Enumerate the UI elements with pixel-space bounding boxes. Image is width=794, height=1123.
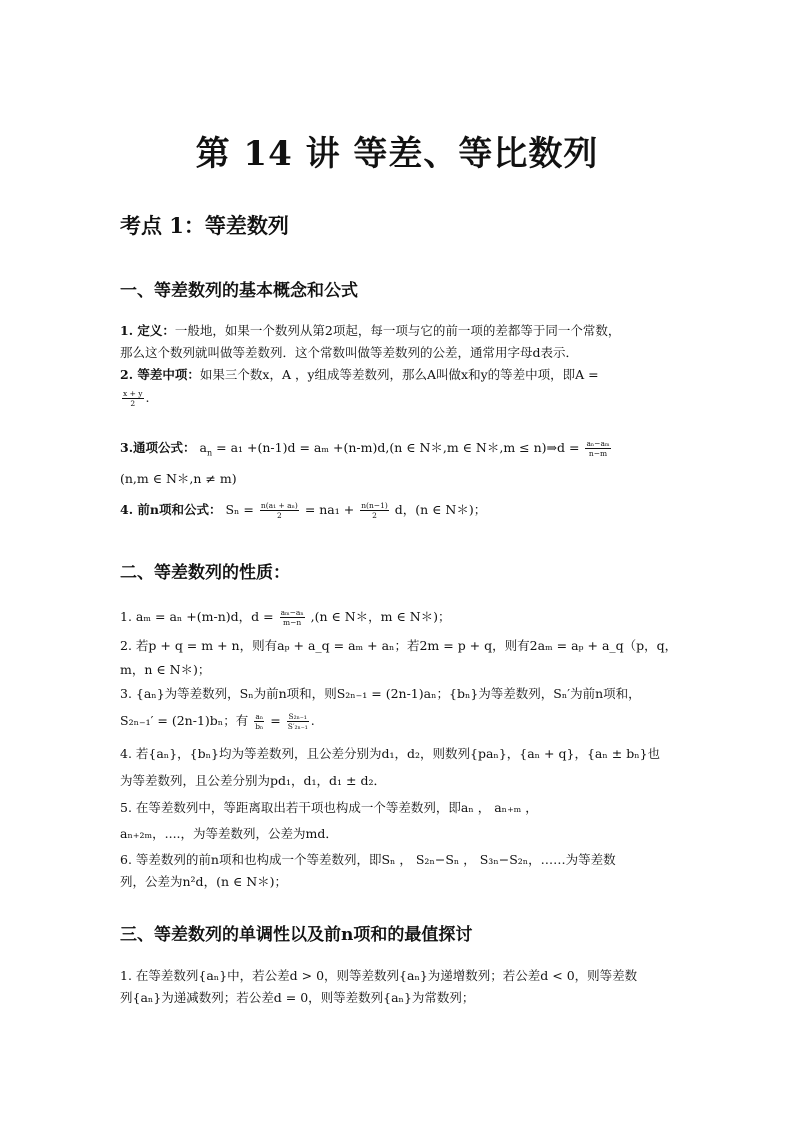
property-2-line-2: m，n ∈ N＊)； bbox=[120, 662, 211, 677]
fraction-numerator: x + y bbox=[123, 389, 143, 398]
property-4-line-1: 4. 若{aₙ}，{bₙ}均为等差数列，且公差分别为d₁，d₂，则数列{paₙ}，{aₙ + q}，{aₙ ± bₙ}也 bbox=[120, 746, 661, 761]
definition-line-2: 那么这个数列就叫做等差数列．这个常数叫做等差数列的公差，通常用字母d表示． bbox=[120, 345, 579, 360]
property-3-equals: = bbox=[270, 713, 281, 728]
fraction-denominator: 2 bbox=[276, 511, 282, 520]
property-1-b: ,(n ∈ N＊，m ∈ N＊)； bbox=[310, 609, 451, 624]
sum-formula-lhs: Sₙ = bbox=[225, 502, 254, 517]
property-2-line-1: 2. 若p + q = m + n，则有aₚ + a_q = aₘ + aₙ；若2m = p + q，则有2aₘ = aₚ + a_q（p，q， bbox=[120, 638, 678, 653]
property-3-fraction-2 bbox=[287, 712, 309, 731]
sum-formula-mid: = na₁ + bbox=[304, 502, 355, 517]
general-formula-line: 3.通项公式： $a_n = a_1 +(n-1)d = a_m +(n-m)d,(n$ ∈ N＊,m ∈ N＊,m ≤ n)⇒d = $\frac{\text{aₙ−aₘ}}{n-m}$ bbox=[120, 439, 610, 458]
sum-formula-line bbox=[120, 501, 486, 520]
property-4-line-2: 为等差数列，且公差分别为pd₁，d₁，d₁ ± d₂． bbox=[120, 773, 386, 788]
page-title: 第 14 讲 等差、等比数列 bbox=[195, 134, 599, 174]
fraction-numerator: S₂ₙ₋₁ bbox=[288, 712, 307, 721]
property-3-line-1: 3. {aₙ}为等差数列，Sₙ为前n项和，则S₂ₙ₋₁ = (2n-1)aₙ；{bₙ}为等差数列，Sₙ′为前n项和， bbox=[120, 686, 641, 701]
sum-fraction-2 bbox=[360, 501, 389, 520]
fraction-numerator: aₘ−aₙ bbox=[280, 608, 304, 617]
fraction-numerator: aₙ bbox=[255, 712, 264, 721]
fraction-numerator: n(n−1) bbox=[361, 501, 388, 510]
heading-section-1: 一、等差数列的基本概念和公式 bbox=[120, 281, 358, 301]
fraction-numerator: n(a₁ + aₙ) bbox=[260, 501, 298, 510]
property-1 bbox=[120, 608, 451, 627]
general-formula-label: 3.通项公式： bbox=[120, 440, 196, 455]
monotonicity-line-2: 列{aₙ}为递减数列；若公差d = 0，则等差数列{aₙ}为常数列； bbox=[120, 990, 475, 1005]
property-1-a: 1. aₘ = aₙ +(m-n)d，d = bbox=[120, 609, 274, 624]
property-6-line-2: 列，公差为n²d，(n ∈ N＊)； bbox=[120, 874, 288, 889]
sum-formula-label: 4. 前n项和公式： bbox=[120, 502, 222, 517]
property-3-text: S₂ₙ₋₁′ = (2n-1)bₙ；有 bbox=[120, 713, 249, 728]
property-6-line-1: 6. 等差数列的前n项和也构成一个等差数列，即Sₙ ， S₂ₙ−Sₙ ， S₃ₙ−S₂ₙ，……为等差数 bbox=[120, 852, 616, 867]
general-formula-line-2: (n,m ∈ N＊,n ≠ m) bbox=[120, 471, 237, 486]
heading-section-2: 二、等差数列的性质： bbox=[120, 563, 290, 583]
fraction-denominator: S′₂ₙ₋₁ bbox=[287, 722, 308, 731]
middle-term-fraction-line: $\frac{x + y}{2}$ . bbox=[123, 389, 150, 408]
fraction-denominator: 2 bbox=[372, 511, 377, 520]
definition-line-1 bbox=[120, 323, 620, 339]
property-5-line-2: aₙ₊₂ₘ，....，为等差数列，公差为md． bbox=[120, 826, 338, 841]
middle-term-text: 如果三个数x，A ，y组成等差数列，那么A叫做x和y的等差中项，即A = bbox=[199, 367, 599, 382]
fraction-denominator: bₙ bbox=[255, 722, 264, 731]
definition-text: 一般地，如果一个数列从第2项起，每一项与它的前一项的差都等于同一个常数， bbox=[174, 323, 621, 338]
fraction-numerator: aₙ−aₘ bbox=[586, 439, 610, 448]
fraction-denominator: n−m bbox=[588, 449, 608, 458]
property-3-fraction-1 bbox=[254, 712, 264, 731]
fraction-denominator: m−n bbox=[282, 618, 302, 627]
fraction-denominator: 2 bbox=[130, 399, 136, 408]
property-5-line-1: 5. 在等差数列中，等距离取出若干项也构成一个等差数列，即aₙ ， aₙ₊ₘ ， bbox=[120, 800, 538, 815]
general-formula-text: = a₁ +(n-1)d = aₘ +(n-m)d,(n ∈ N＊,m ∈ N＊,m ≤ n)⇒d = bbox=[216, 440, 580, 455]
heading-kaodian: 考点 1：等差数列 bbox=[120, 213, 289, 238]
property-1-fraction bbox=[280, 608, 305, 627]
heading-section-3: 三、等差数列的单调性以及前n项和的最值探讨 bbox=[120, 925, 473, 945]
property-3-end: . bbox=[310, 713, 315, 728]
general-formula-lhs: a bbox=[199, 440, 207, 455]
property-3-line-2 bbox=[120, 712, 315, 731]
definition-label: 1. 定义： bbox=[120, 323, 175, 338]
sum-fraction-1 bbox=[260, 501, 299, 520]
middle-term-fraction bbox=[122, 389, 144, 408]
monotonicity-line-1: 1. 在等差数列{aₙ}中，若公差d > 0，则等差数列{aₙ}为递增数列；若公差d < 0，则等差数 bbox=[120, 968, 638, 983]
general-formula-fraction bbox=[585, 439, 610, 458]
middle-term-line bbox=[120, 367, 599, 383]
sum-formula-tail: d，(n ∈ N＊)； bbox=[394, 502, 487, 517]
middle-term-label: 2. 等差中项： bbox=[120, 367, 200, 382]
